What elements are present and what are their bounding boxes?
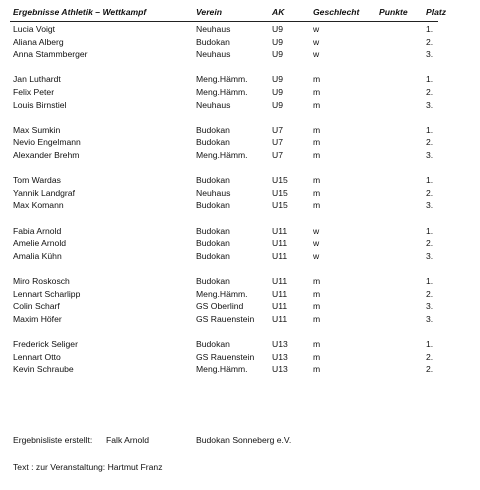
cell-verein: Meng.Hämm. bbox=[196, 74, 248, 85]
cell-sex: m bbox=[313, 87, 321, 97]
cell-ak: U9 bbox=[272, 87, 283, 97]
cell-sex: m bbox=[313, 200, 321, 211]
cell-ak: U11 bbox=[272, 238, 288, 249]
cell-name: Fabia Arnold bbox=[13, 225, 62, 236]
cell-sex: m bbox=[313, 124, 321, 135]
footer-text-label: Text : zur Veranstaltung: Hartmut Franz bbox=[13, 462, 163, 472]
cell-verein: GS Oberlind bbox=[196, 301, 244, 312]
cell-sex: m bbox=[313, 339, 321, 349]
cell-ak: U7 bbox=[272, 137, 283, 148]
table-row bbox=[0, 300, 480, 312]
table-header bbox=[0, 4, 480, 22]
cell-verein: Meng.Hämm. bbox=[196, 288, 248, 299]
table-row bbox=[0, 73, 480, 85]
table-row bbox=[0, 237, 480, 249]
cell-platz: 3. bbox=[426, 200, 434, 211]
cell-name: Jan Luthardt bbox=[13, 74, 61, 85]
table-row bbox=[0, 351, 480, 363]
cell-ak: U7 bbox=[272, 124, 283, 135]
cell-name: Aliana Alberg bbox=[13, 36, 64, 47]
cell-platz: 2. bbox=[426, 87, 434, 97]
cell-sex: m bbox=[313, 150, 321, 160]
cell-name: Alexander Brehm bbox=[13, 150, 80, 160]
cell-platz: 3. bbox=[426, 99, 434, 110]
cell-platz: 1. bbox=[426, 24, 434, 34]
cell-verein: Neuhaus bbox=[196, 187, 231, 198]
cell-platz: 3. bbox=[426, 49, 434, 60]
table-row bbox=[0, 149, 480, 161]
cell-name: Colin Scharf bbox=[13, 301, 60, 312]
footer-club: Budokan Sonneberg e.V. bbox=[196, 435, 292, 445]
cell-ak: U9 bbox=[272, 24, 283, 34]
table-row bbox=[0, 225, 480, 237]
cell-verein: Meng.Hämm. bbox=[196, 364, 248, 375]
footer-created-by: Falk Arnold bbox=[106, 435, 149, 445]
cell-ak: U11 bbox=[272, 250, 288, 261]
cell-verein: Budokan bbox=[196, 124, 230, 135]
cell-verein: Budokan bbox=[196, 225, 230, 236]
cell-sex: w bbox=[313, 238, 320, 249]
cell-name: Yannik Landgraf bbox=[13, 187, 75, 198]
header-verein: Verein bbox=[196, 7, 222, 17]
cell-sex: m bbox=[313, 276, 321, 286]
cell-name: Max Sumkin bbox=[13, 124, 61, 135]
cell-name: Lucia Voigt bbox=[13, 24, 56, 34]
cell-sex: m bbox=[313, 301, 321, 312]
cell-name: Max Komann bbox=[13, 200, 64, 211]
cell-sex: m bbox=[313, 187, 321, 198]
cell-verein: Neuhaus bbox=[196, 24, 231, 34]
cell-verein: Budokan bbox=[196, 339, 230, 349]
cell-ak: U11 bbox=[272, 313, 288, 324]
cell-ak: U15 bbox=[272, 175, 288, 186]
table-row bbox=[0, 136, 480, 148]
cell-verein: GS Rauenstein bbox=[196, 313, 255, 324]
cell-sex: m bbox=[313, 288, 321, 299]
cell-name: Felix Peter bbox=[13, 87, 55, 97]
cell-name: Amelie Arnold bbox=[13, 238, 67, 249]
table-row bbox=[0, 99, 480, 111]
cell-sex: w bbox=[313, 250, 320, 261]
table-row bbox=[0, 313, 480, 325]
header-punkte: Punkte bbox=[379, 7, 408, 17]
header-platz: Platz bbox=[426, 7, 447, 17]
cell-sex: w bbox=[313, 49, 320, 60]
cell-verein: Budokan bbox=[196, 137, 230, 148]
cell-ak: U9 bbox=[272, 99, 283, 110]
cell-sex: m bbox=[313, 351, 321, 362]
cell-ak: U9 bbox=[272, 36, 283, 47]
cell-name: Kevin Schraube bbox=[13, 364, 74, 375]
cell-sex: w bbox=[313, 24, 320, 34]
cell-verein: Neuhaus bbox=[196, 99, 231, 110]
cell-verein: Budokan bbox=[196, 250, 230, 261]
cell-name: Tom Wardas bbox=[13, 175, 61, 186]
cell-ak: U11 bbox=[272, 225, 288, 236]
table-row bbox=[0, 275, 480, 287]
cell-name: Amalia Kühn bbox=[13, 250, 62, 261]
table-row bbox=[0, 288, 480, 300]
cell-verein: Budokan bbox=[196, 238, 230, 249]
cell-ak: U15 bbox=[272, 200, 288, 211]
cell-sex: w bbox=[313, 36, 320, 47]
cell-platz: 1. bbox=[426, 175, 434, 186]
cell-name: Anna Stammberger bbox=[13, 49, 88, 60]
cell-name: Lennart Scharlipp bbox=[13, 288, 81, 299]
cell-name: Louis Birnstiel bbox=[13, 99, 67, 110]
cell-sex: m bbox=[313, 175, 321, 186]
cell-ak: U11 bbox=[272, 276, 288, 286]
cell-ak: U11 bbox=[272, 301, 288, 312]
cell-verein: Budokan bbox=[196, 276, 230, 286]
table-row bbox=[0, 174, 480, 186]
cell-platz: 2. bbox=[426, 288, 434, 299]
cell-platz: 2. bbox=[426, 364, 434, 375]
cell-verein: Budokan bbox=[196, 200, 230, 211]
table-row bbox=[0, 36, 480, 48]
footer-text-credit bbox=[0, 461, 480, 473]
header-ak: AK bbox=[272, 7, 285, 17]
footer-created-label: Ergebnisliste erstellt: bbox=[13, 435, 93, 445]
cell-ak: U13 bbox=[272, 339, 288, 349]
table-row bbox=[0, 199, 480, 211]
cell-platz: 3. bbox=[426, 301, 434, 312]
cell-platz: 2. bbox=[426, 36, 434, 47]
table-row bbox=[0, 124, 480, 136]
table-row bbox=[0, 48, 480, 60]
cell-name: Nevio Engelmann bbox=[13, 137, 81, 148]
cell-sex: m bbox=[313, 74, 321, 85]
cell-platz: 2. bbox=[426, 187, 434, 198]
cell-platz: 1. bbox=[426, 225, 434, 236]
cell-ak: U9 bbox=[272, 74, 283, 85]
cell-verein: Neuhaus bbox=[196, 49, 231, 60]
header-divider bbox=[10, 21, 438, 22]
cell-platz: 2. bbox=[426, 238, 434, 249]
cell-sex: m bbox=[313, 364, 321, 375]
cell-platz: 3. bbox=[426, 313, 434, 324]
table-row bbox=[0, 363, 480, 375]
cell-platz: 3. bbox=[426, 250, 434, 261]
cell-verein: Budokan bbox=[196, 36, 230, 47]
cell-verein: Meng.Hämm. bbox=[196, 87, 248, 97]
cell-name: Miro Roskosch bbox=[13, 276, 70, 286]
cell-ak: U9 bbox=[272, 49, 283, 60]
cell-verein: GS Rauenstein bbox=[196, 351, 255, 362]
table-row bbox=[0, 86, 480, 98]
cell-platz: 2. bbox=[426, 137, 434, 148]
cell-ak: U13 bbox=[272, 351, 288, 362]
cell-verein: Meng.Hämm. bbox=[196, 150, 248, 160]
cell-platz: 1. bbox=[426, 74, 434, 85]
table-row bbox=[0, 338, 480, 350]
cell-sex: w bbox=[313, 225, 320, 236]
cell-ak: U11 bbox=[272, 288, 288, 299]
cell-platz: 3. bbox=[426, 150, 434, 160]
cell-name: Lennart Otto bbox=[13, 351, 61, 362]
table-row bbox=[0, 250, 480, 262]
cell-sex: m bbox=[313, 313, 321, 324]
cell-name: Maxim Höfer bbox=[13, 313, 62, 324]
table-row bbox=[0, 23, 480, 35]
header-title: Ergebnisse Athletik – Wettkampf bbox=[13, 7, 147, 17]
cell-name: Frederick Seliger bbox=[13, 339, 78, 349]
cell-sex: m bbox=[313, 99, 321, 110]
cell-verein: Budokan bbox=[196, 175, 230, 186]
cell-ak: U7 bbox=[272, 150, 283, 160]
cell-platz: 1. bbox=[426, 124, 434, 135]
cell-platz: 1. bbox=[426, 276, 434, 286]
table-row bbox=[0, 187, 480, 199]
cell-ak: U13 bbox=[272, 364, 288, 375]
cell-platz: 1. bbox=[426, 339, 434, 349]
footer-created bbox=[0, 434, 480, 446]
cell-ak: U15 bbox=[272, 187, 288, 198]
cell-sex: m bbox=[313, 137, 321, 148]
cell-platz: 2. bbox=[426, 351, 434, 362]
header-geschlecht: Geschlecht bbox=[313, 7, 360, 17]
